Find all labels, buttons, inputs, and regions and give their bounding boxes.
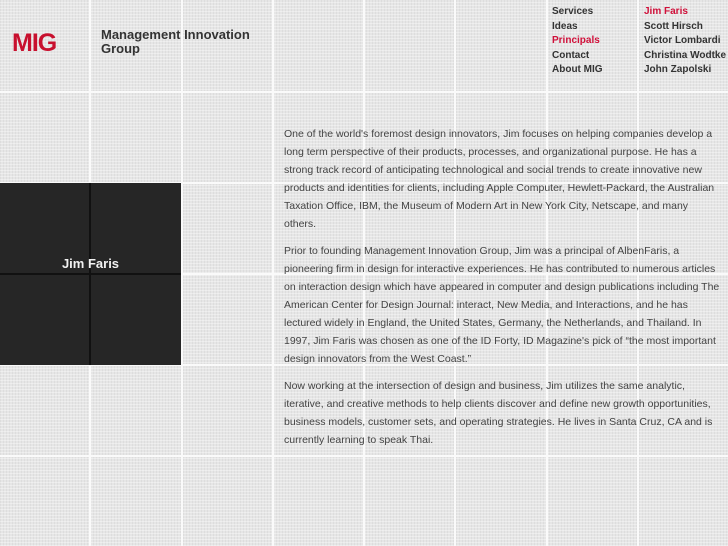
company-name: Management Innovation Group [101, 27, 250, 56]
nav-item-about[interactable]: About MIG [552, 64, 603, 75]
bio-paragraph: Now working at the intersection of design and business, Jim utilizes the same analytic, iterative, and creative methods to help clients discover and define new growth opportunities, business models, customer sets, and operating strategies. He lives in Santa Cruz, CA and is currently learning to speak Thai. [284, 380, 713, 446]
grid-line [0, 91, 728, 93]
profile-name-block [0, 183, 181, 365]
bio-paragraph: One of the world's foremost design innovators, Jim focuses on helping companies develop a long term perspective of their products, processes, and organizational purpose. He has a strong track record of anticipating technological and social trends to create innovative new products and identities for clients, including Apple Computer, Hewlett-Packard, the Australian Taxation Office, IBM, the Museum of Modern Art in New York City, Netscape, and many others. [284, 128, 715, 230]
bio-paragraph: Prior to founding Management Innovation Group, Jim was a principal of AlbenFaris, a pioneering firm in design for interactive experiences. He has contributed to numerous articles on interaction design which have appeared in computer and design publications including The American Center for Design Journal: interact, New Media, and Interactions, and he has lectured widely in England, the United States, Germany, the Netherlands, and Thailand. In 1997, Jim Faris was chosen as one of the ID Forty, ID Magazine's pick of “the most important design innovators from the West Coast.” [284, 245, 720, 365]
principals-nav [644, 5, 726, 78]
principal-link-jim-faris[interactable]: Jim Faris [644, 6, 688, 17]
main-nav [552, 5, 603, 78]
nav-item-contact[interactable]: Contact [552, 49, 590, 61]
mig-logo[interactable]: MIG [12, 29, 57, 57]
principal-link-john-zapolski[interactable]: John Zapolski [644, 64, 712, 75]
principal-link-victor-lombardi[interactable]: Victor Lombardi [644, 35, 721, 46]
profile-name: Jim Faris [61, 256, 120, 271]
profile-bio [284, 125, 720, 458]
nav-item-services[interactable]: Services [552, 6, 594, 17]
nav-item-ideas[interactable]: Ideas [552, 20, 578, 32]
nav-item-principals[interactable]: Principals [552, 35, 600, 46]
principal-link-christina-wodtke[interactable]: Christina Wodtke [644, 49, 727, 61]
block-divider [0, 273, 181, 275]
principal-link-scott-hirsch[interactable]: Scott Hirsch [644, 20, 703, 32]
